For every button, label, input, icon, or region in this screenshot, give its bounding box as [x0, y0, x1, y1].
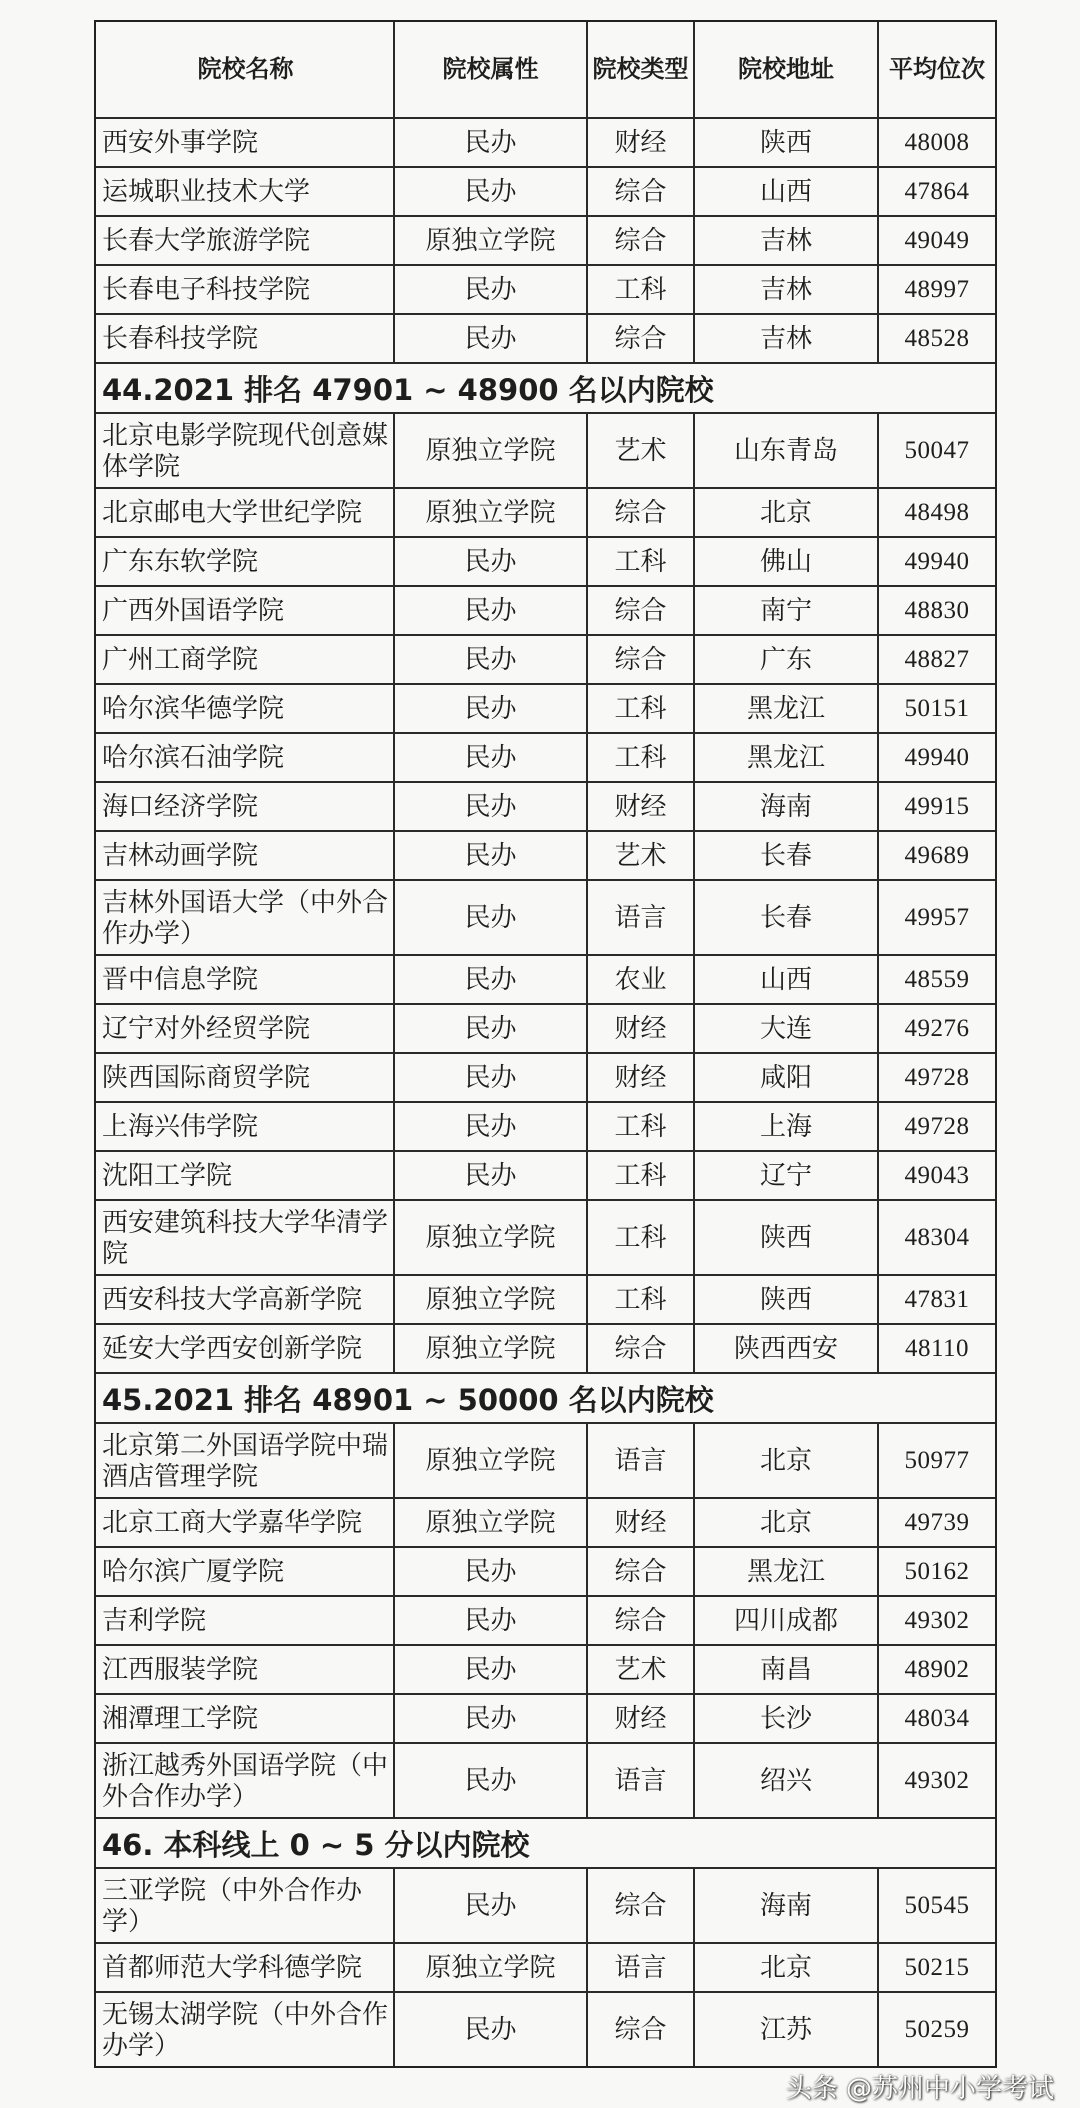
school-location-cell: 山西: [693, 956, 877, 1003]
school-name-cell: 北京电影学院现代创意媒体学院: [102, 420, 389, 481]
table-row: [96, 1052, 995, 1101]
school-location-cell: 长春: [693, 881, 877, 954]
average-rank-cell: 49940: [877, 538, 995, 585]
school-attribute-cell: 民办: [393, 1548, 586, 1595]
table-row: [96, 732, 995, 781]
school-type-cell: 综合: [586, 1869, 693, 1942]
table-row: [96, 1742, 995, 1817]
school-type-cell: 综合: [586, 1597, 693, 1644]
table-row: [96, 1323, 995, 1372]
school-name-cell: 长春大学旅游学院: [102, 226, 311, 255]
table-row: [96, 1150, 995, 1199]
school-type-cell: 语言: [586, 1424, 693, 1497]
school-name-cell: 西安外事学院: [102, 128, 259, 157]
school-type-cell: 财经: [586, 1499, 693, 1546]
school-name-cell: 西安科技大学高新学院: [102, 1285, 363, 1314]
school-name-cell: 吉林外国语大学（中外合作办学）: [102, 887, 389, 948]
school-location-cell: 大连: [693, 1005, 877, 1052]
average-rank-cell: 49728: [877, 1103, 995, 1150]
school-name-cell: 延安大学西安创新学院: [102, 1334, 363, 1363]
average-rank-cell: 49728: [877, 1054, 995, 1101]
school-attribute-cell: 民办: [393, 636, 586, 683]
school-type-cell: 综合: [586, 217, 693, 264]
school-attribute-cell: 民办: [393, 685, 586, 732]
school-attribute-cell: 原独立学院: [393, 1944, 586, 1991]
average-rank-cell: 49689: [877, 832, 995, 879]
average-rank-cell: 48997: [877, 266, 995, 313]
school-attribute-cell: 原独立学院: [393, 1424, 586, 1497]
table-row: [96, 954, 995, 1003]
table-row: [96, 313, 995, 362]
school-attribute-cell: 民办: [393, 119, 586, 166]
average-rank-cell: 49739: [877, 1499, 995, 1546]
table-row: [96, 1991, 995, 2066]
school-name-cell: 陕西国际商贸学院: [102, 1063, 311, 1092]
table-row: [96, 879, 995, 954]
school-name-cell: 海口经济学院: [102, 792, 259, 821]
table-row: [96, 1693, 995, 1742]
school-type-cell: 综合: [586, 315, 693, 362]
school-name-cell: 哈尔滨华德学院: [102, 694, 285, 723]
average-rank-cell: 49915: [877, 783, 995, 830]
table-row: [96, 264, 995, 313]
school-location-cell: 山西: [693, 168, 877, 215]
table-row: [96, 1867, 995, 1942]
school-location-cell: 黑龙江: [693, 685, 877, 732]
watermark: 头条 @苏州中小学考试: [785, 2074, 1054, 2104]
school-location-cell: 南宁: [693, 587, 877, 634]
average-rank-cell: 48827: [877, 636, 995, 683]
school-attribute-cell: 原独立学院: [393, 217, 586, 264]
school-location-cell: 陕西: [693, 1276, 877, 1323]
average-rank-cell: 49302: [877, 1744, 995, 1817]
school-name-cell: 北京邮电大学世纪学院: [102, 498, 363, 527]
table-row: [96, 1422, 995, 1497]
school-name-cell: 广东东软学院: [102, 547, 259, 576]
school-attribute-cell: 民办: [393, 1869, 586, 1942]
header-school-attribute: 院校属性: [393, 22, 586, 117]
school-type-cell: 语言: [586, 1744, 693, 1817]
school-location-cell: 长春: [693, 832, 877, 879]
school-type-cell: 财经: [586, 119, 693, 166]
school-attribute-cell: 民办: [393, 1744, 586, 1817]
school-attribute-cell: 民办: [393, 1005, 586, 1052]
school-attribute-cell: 民办: [393, 1646, 586, 1693]
header-average-rank: 平均位次: [877, 22, 995, 117]
school-attribute-cell: 民办: [393, 1993, 586, 2066]
table-row: [96, 1199, 995, 1274]
average-rank-cell: 49957: [877, 881, 995, 954]
school-attribute-cell: 原独立学院: [393, 489, 586, 536]
table-row: [96, 683, 995, 732]
school-attribute-cell: 民办: [393, 956, 586, 1003]
school-type-cell: 综合: [586, 1993, 693, 2066]
school-location-cell: 佛山: [693, 538, 877, 585]
table-row: [96, 1101, 995, 1150]
school-location-cell: 北京: [693, 1944, 877, 1991]
school-name-cell: 三亚学院（中外合作办学）: [102, 1875, 363, 1936]
school-location-cell: 海南: [693, 1869, 877, 1942]
average-rank-cell: 48304: [877, 1201, 995, 1274]
school-name-cell: 晋中信息学院: [102, 965, 259, 994]
table-row: [96, 1274, 995, 1323]
average-rank-cell: 50215: [877, 1944, 995, 1991]
average-rank-cell: 49049: [877, 217, 995, 264]
average-rank-cell: 48902: [877, 1646, 995, 1693]
average-rank-cell: 48559: [877, 956, 995, 1003]
school-name-cell: 广州工商学院: [102, 645, 259, 674]
school-location-cell: 广东: [693, 636, 877, 683]
average-rank-cell: 50977: [877, 1424, 995, 1497]
table-row: [96, 1942, 995, 1991]
school-location-cell: 北京: [693, 489, 877, 536]
school-location-cell: 北京: [693, 1424, 877, 1497]
school-attribute-cell: 民办: [393, 168, 586, 215]
school-location-cell: 黑龙江: [693, 734, 877, 781]
average-rank-cell: 48110: [877, 1325, 995, 1372]
ranking-table: [94, 20, 997, 2068]
average-rank-cell: 47831: [877, 1276, 995, 1323]
school-attribute-cell: 原独立学院: [393, 1325, 586, 1372]
school-type-cell: 综合: [586, 587, 693, 634]
school-type-cell: 农业: [586, 956, 693, 1003]
section-heading: 46. 本科线上 0 ~ 5 分以内院校: [96, 1817, 995, 1867]
school-name-cell: 湘潭理工学院: [102, 1704, 259, 1733]
average-rank-cell: 49043: [877, 1152, 995, 1199]
school-type-cell: 语言: [586, 881, 693, 954]
school-location-cell: 陕西: [693, 1201, 877, 1274]
school-location-cell: 吉林: [693, 315, 877, 362]
school-location-cell: 南昌: [693, 1646, 877, 1693]
school-type-cell: 工科: [586, 538, 693, 585]
school-name-cell: 首都师范大学科德学院: [102, 1953, 363, 1982]
school-attribute-cell: 民办: [393, 587, 586, 634]
school-attribute-cell: 民办: [393, 1152, 586, 1199]
school-name-cell: 沈阳工学院: [102, 1161, 233, 1190]
school-type-cell: 财经: [586, 1005, 693, 1052]
average-rank-cell: 49940: [877, 734, 995, 781]
school-attribute-cell: 原独立学院: [393, 1201, 586, 1274]
average-rank-cell: 50545: [877, 1869, 995, 1942]
school-type-cell: 综合: [586, 489, 693, 536]
school-name-cell: 长春电子科技学院: [102, 275, 311, 304]
school-location-cell: 吉林: [693, 217, 877, 264]
table-row: [96, 781, 995, 830]
header-school-type: 院校类型: [586, 22, 693, 117]
school-location-cell: 陕西西安: [693, 1325, 877, 1372]
school-attribute-cell: 民办: [393, 315, 586, 362]
table-row: [96, 215, 995, 264]
school-attribute-cell: 民办: [393, 734, 586, 781]
school-attribute-cell: 原独立学院: [393, 1499, 586, 1546]
school-type-cell: 财经: [586, 1054, 693, 1101]
table-row: [96, 117, 995, 166]
school-attribute-cell: 民办: [393, 881, 586, 954]
school-name-cell: 西安建筑科技大学华清学院: [102, 1207, 389, 1268]
school-type-cell: 工科: [586, 1276, 693, 1323]
school-name-cell: 北京第二外国语学院中瑞酒店管理学院: [102, 1430, 389, 1491]
average-rank-cell: 50151: [877, 685, 995, 732]
table-row: [96, 412, 995, 487]
school-name-cell: 北京工商大学嘉华学院: [102, 1508, 363, 1537]
header-school-name: 院校名称: [197, 55, 294, 83]
table-row: [96, 585, 995, 634]
table-row: [96, 1595, 995, 1644]
school-attribute-cell: 原独立学院: [393, 414, 586, 487]
table-row: [96, 1003, 995, 1052]
school-attribute-cell: 民办: [393, 1054, 586, 1101]
school-location-cell: 海南: [693, 783, 877, 830]
school-location-cell: 上海: [693, 1103, 877, 1150]
school-location-cell: 绍兴: [693, 1744, 877, 1817]
school-location-cell: 长沙: [693, 1695, 877, 1742]
header-school-location: 院校地址: [693, 22, 877, 117]
school-location-cell: 咸阳: [693, 1054, 877, 1101]
table-header-row: [96, 22, 995, 117]
school-type-cell: 工科: [586, 1152, 693, 1199]
school-location-cell: 陕西: [693, 119, 877, 166]
school-attribute-cell: 民办: [393, 832, 586, 879]
school-location-cell: 黑龙江: [693, 1548, 877, 1595]
school-name-cell: 辽宁对外经贸学院: [102, 1014, 311, 1043]
section-heading: 45.2021 排名 48901 ~ 50000 名以内院校: [96, 1372, 995, 1422]
school-name-cell: 哈尔滨石油学院: [102, 743, 285, 772]
school-attribute-cell: 民办: [393, 783, 586, 830]
school-name-cell: 吉林动画学院: [102, 841, 259, 870]
school-type-cell: 财经: [586, 783, 693, 830]
school-type-cell: 综合: [586, 636, 693, 683]
average-rank-cell: 47864: [877, 168, 995, 215]
school-attribute-cell: 民办: [393, 1103, 586, 1150]
average-rank-cell: 48034: [877, 1695, 995, 1742]
school-attribute-cell: 民办: [393, 1597, 586, 1644]
school-type-cell: 艺术: [586, 414, 693, 487]
school-name-cell: 广西外国语学院: [102, 596, 285, 625]
school-type-cell: 工科: [586, 266, 693, 313]
school-attribute-cell: 民办: [393, 266, 586, 313]
table-row: [96, 1644, 995, 1693]
school-type-cell: 工科: [586, 1201, 693, 1274]
school-name-cell: 运城职业技术大学: [102, 177, 311, 206]
school-type-cell: 综合: [586, 168, 693, 215]
table-row: [96, 830, 995, 879]
average-rank-cell: 50259: [877, 1993, 995, 2066]
school-attribute-cell: 民办: [393, 1695, 586, 1742]
table-row: [96, 634, 995, 683]
school-location-cell: 辽宁: [693, 1152, 877, 1199]
school-name-cell: 浙江越秀外国语学院（中外合作办学）: [102, 1750, 389, 1811]
school-name-cell: 吉利学院: [102, 1606, 207, 1635]
school-location-cell: 吉林: [693, 266, 877, 313]
average-rank-cell: 48498: [877, 489, 995, 536]
school-location-cell: 山东青岛: [693, 414, 877, 487]
school-type-cell: 艺术: [586, 832, 693, 879]
school-name-cell: 上海兴伟学院: [102, 1112, 259, 1141]
table-row: [96, 487, 995, 536]
average-rank-cell: 50162: [877, 1548, 995, 1595]
school-attribute-cell: 民办: [393, 538, 586, 585]
table-row: [96, 1546, 995, 1595]
school-name-cell: 长春科技学院: [102, 324, 259, 353]
average-rank-cell: 48008: [877, 119, 995, 166]
school-location-cell: 江苏: [693, 1993, 877, 2066]
school-type-cell: 工科: [586, 1103, 693, 1150]
average-rank-cell: 49276: [877, 1005, 995, 1052]
school-type-cell: 综合: [586, 1548, 693, 1595]
school-location-cell: 四川成都: [693, 1597, 877, 1644]
school-location-cell: 北京: [693, 1499, 877, 1546]
school-type-cell: 综合: [586, 1325, 693, 1372]
school-type-cell: 语言: [586, 1944, 693, 1991]
school-name-cell: 无锡太湖学院（中外合作办学）: [102, 1999, 389, 2060]
average-rank-cell: 48528: [877, 315, 995, 362]
school-name-cell: 江西服装学院: [102, 1655, 259, 1684]
school-attribute-cell: 原独立学院: [393, 1276, 586, 1323]
average-rank-cell: 50047: [877, 414, 995, 487]
table-row: [96, 166, 995, 215]
school-type-cell: 艺术: [586, 1646, 693, 1693]
table-row: [96, 536, 995, 585]
school-name-cell: 哈尔滨广厦学院: [102, 1557, 285, 1586]
average-rank-cell: 48830: [877, 587, 995, 634]
school-type-cell: 财经: [586, 1695, 693, 1742]
section-heading: 44.2021 排名 47901 ~ 48900 名以内院校: [96, 362, 995, 412]
school-type-cell: 工科: [586, 734, 693, 781]
average-rank-cell: 49302: [877, 1597, 995, 1644]
school-type-cell: 工科: [586, 685, 693, 732]
table-row: [96, 1497, 995, 1546]
